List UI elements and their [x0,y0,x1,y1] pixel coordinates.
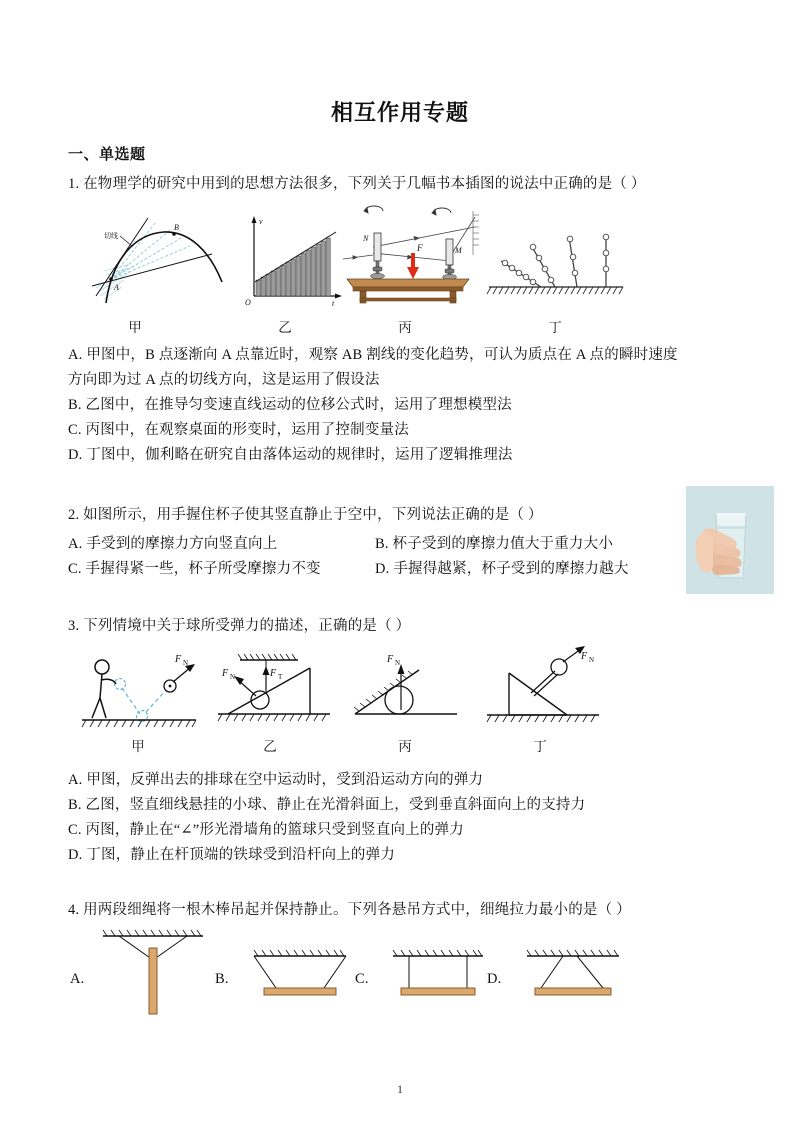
q1-label-yi: 乙 [278,320,292,335]
svg-text:T: T [278,673,283,681]
question-4-stem: 4. 用两段细绳将一根木棒吊起并保持静止。下列各悬吊方式中，细绳拉力最小的是（ ） [68,902,631,918]
q1-option-c: C. 丙图中，在观察桌面的形变时，运用了控制变量法 [68,422,409,438]
q1-figure-jia [78,208,238,308]
q1-option-a-line1: A. 甲图中，B 点逐渐向 A 点靠近时，观察 AB 割线的变化趋势，可认为质点在 A 点的瞬时速度 [68,347,678,363]
q3-label-ding: 丁 [533,739,547,754]
q1-figure-ding [483,225,628,303]
q4-option-a-letter: A. [70,971,85,987]
q4-diagram-b [240,944,360,1004]
q1-option-b: B. 乙图中，在推导匀变速直线运动的位移公式时，运用了理想模型法 [68,397,512,413]
q1-mirror-m-label: M [455,246,462,255]
page-title: 相互作用专题 [330,100,469,125]
q3-label-bing: 丙 [398,739,412,754]
q4-diagram-a [95,926,215,1016]
q1-axis-v-label: v [259,217,263,226]
q3-label-jia: 甲 [131,739,145,754]
svg-text:N: N [183,659,189,667]
q1-label-bing: 丙 [398,320,412,335]
q3-ding-fn-label: F [581,651,588,662]
svg-text:F: F [417,243,423,253]
q3-figure-jia [78,650,203,732]
q3-yi-ft-label: F [270,668,277,679]
q3-option-a: A. 甲图，反弹出去的排球在空中运动时，受到沿运动方向的弹力 [68,772,484,788]
q1-option-d: D. 丁图中，伽利略在研究自由落体运动的规律时，运用了逻辑推理法 [68,447,513,463]
svg-text:N: N [589,656,595,664]
q1-label-jia: 甲 [128,320,142,335]
q2-hand-glass-photo [686,486,774,594]
page-number: 1 [397,1082,403,1096]
q2-option-c: C. 手握得紧一些，杯子所受摩擦力不变 [68,561,321,577]
q1-option-a-line2: 方向即为过 A 点的切线方向，这是运用了假设法 [68,372,380,388]
q3-figure-bing [345,648,470,732]
svg-text:N: N [230,673,236,681]
q3-yi-fn-label: F [222,668,229,679]
q1-point-b-label: B [174,223,179,232]
q4-diagram-c [383,944,493,1004]
q3-option-b: B. 乙图，竖直细线悬挂的小球、静止在光滑斜面上，受到垂直斜面向上的支持力 [68,797,586,813]
q3-option-d: D. 丁图，静止在杆顶端的铁球受到沿杆向上的弹力 [68,847,396,863]
q2-option-d: D. 手握得越紧，杯子受到的摩擦力越大 [375,561,629,577]
q1-force-f-arrow [407,243,423,279]
q3-option-c: C. 丙图，静止在“∠”形光滑墙角的篮球只受到竖直向上的弹力 [68,822,464,838]
q4-option-c-letter: C. [355,971,369,987]
question-2-stem: 2. 如图所示，用手握住杯子使其竖直静止于空中，下列说法正确的是（ ） [68,507,543,523]
q1-axis-t-label: t [332,299,335,308]
q1-label-ding: 丁 [548,320,562,335]
q3-label-yi: 乙 [263,739,277,754]
q1-point-a-label: A [114,283,119,292]
question-3-stem: 3. 下列情境中关于球所受弹力的描述，正确的是（ ） [68,618,411,634]
q4-option-b-letter: B. [215,971,229,987]
q1-mirror-n-label: N [363,234,369,243]
q3-figure-ding [475,645,605,733]
q3-bing-fn-label: F [387,654,394,665]
q3-figure-yi [210,648,335,732]
section-heading: 一、单选题 [68,147,146,163]
q4-option-d-letter: D. [487,971,502,987]
q1-figure-bing [333,203,483,303]
q3-jia-fn-label: F [175,654,182,665]
q1-tangent-label: 切线 [104,233,118,240]
q2-option-a: A. 手受到的摩擦力方向竖直向上 [68,536,278,552]
q2-option-b: B. 杯子受到的摩擦力值大于重力大小 [375,536,614,552]
q4-diagram-d [515,944,635,1004]
svg-text:N: N [395,659,401,667]
question-1-stem: 1. 在物理学的研究中用到的思想方法很多，下列关于几幅书本插图的说法中正确的是（ ） [68,176,646,192]
q1-axis-o-label: O [245,298,251,307]
